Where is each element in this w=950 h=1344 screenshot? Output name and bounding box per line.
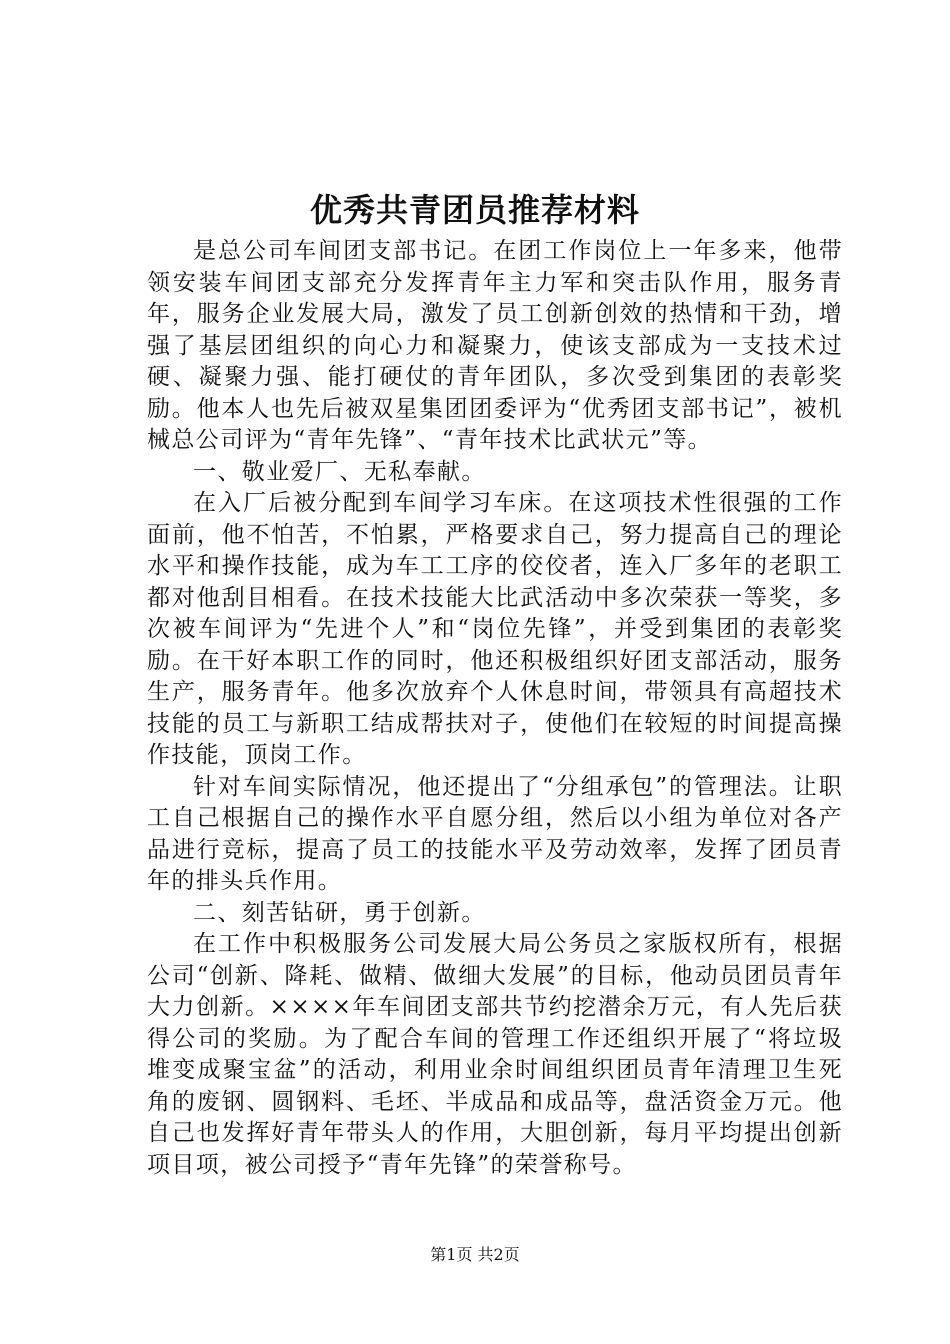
paragraph-dedication: 在入厂后被分配到车间学习车床。在这项技术性很强的工作面前，他不怕苦，不怕累，严格要求自己，努力提高自己的理论水平和操作技能，成为车工工序的佼佼者，连入厂多年的老职工都对他刮目相看。在技术技能大比武活动中多次荣获一等奖，多次被车间评为“先进个人”和“岗位先锋”，并受到集团的表彰奖励。在干好本职工作的同时，他还积极组织好团支部活动，服务生产，服务青年。他多次放弃个人休息时间，带领具有高超技术技能的员工与新职工结成帮扶对子，使他们在较短的时间提高操作技能，顶岗工作。 — [147, 490, 843, 768]
paragraph-intro: 是总公司车间团支部书记。在团工作岗位上一年多来，他带领安装车间团支部充分发挥青年主力军和突击队作用，服务青年，服务企业发展大局，激发了员工创新创效的热情和干劲，增强了基层团组织的向心力和凝聚力，使该支部成为一支技术过硬、凝聚力强、能打硬仗的青年团队，多次受到集团的表彰奖励。他本人也先后被双星集团团委评为“优秀团支部书记”，被机械总公司评为“青年先锋”、“青年技术比武状元”等。 — [147, 238, 843, 453]
section-heading-1: 一、敬业爱厂、无私奉献。 — [193, 458, 486, 485]
page-number-footer: 第1页 共2页 — [430, 1245, 520, 1264]
section-heading-2: 二、刻苦钻研，勇于创新。 — [193, 899, 486, 926]
paragraph-innovation: 在工作中积极服务公司发展大局公务员之家版权所有，根据公司“创新、降耗、做精、做细大发展”的目标，他动员团员青年大力创新。××××年车间团支部共节约挖潜余万元，有人先后获得公司的奖励。为了配合车间的管理工作还组织开展了“将垃圾堆变成聚宝盆”的活动，利用业余时间组织团员青年清理卫生死角的废钢、圆钢料、毛坯、半成品和成品等，盘活资金万元。他自己也发挥好青年带头人的作用，大胆创新，每月平均提出创新项目项，被公司授予“青年先锋”的荣誉称号。 — [147, 931, 843, 1178]
paragraph-group-contract: 针对车间实际情况，他还提出了“分组承包”的管理法。让职工自己根据自己的操作水平自愿分组，然后以小组为单位对各产品进行竞标，提高了员工的技能水平及劳动效率，发挥了团员青年的排头兵作用。 — [147, 773, 843, 894]
document-title: 优秀共青团员推荐材料 — [309, 191, 640, 229]
document-body — [147, 236, 843, 1181]
